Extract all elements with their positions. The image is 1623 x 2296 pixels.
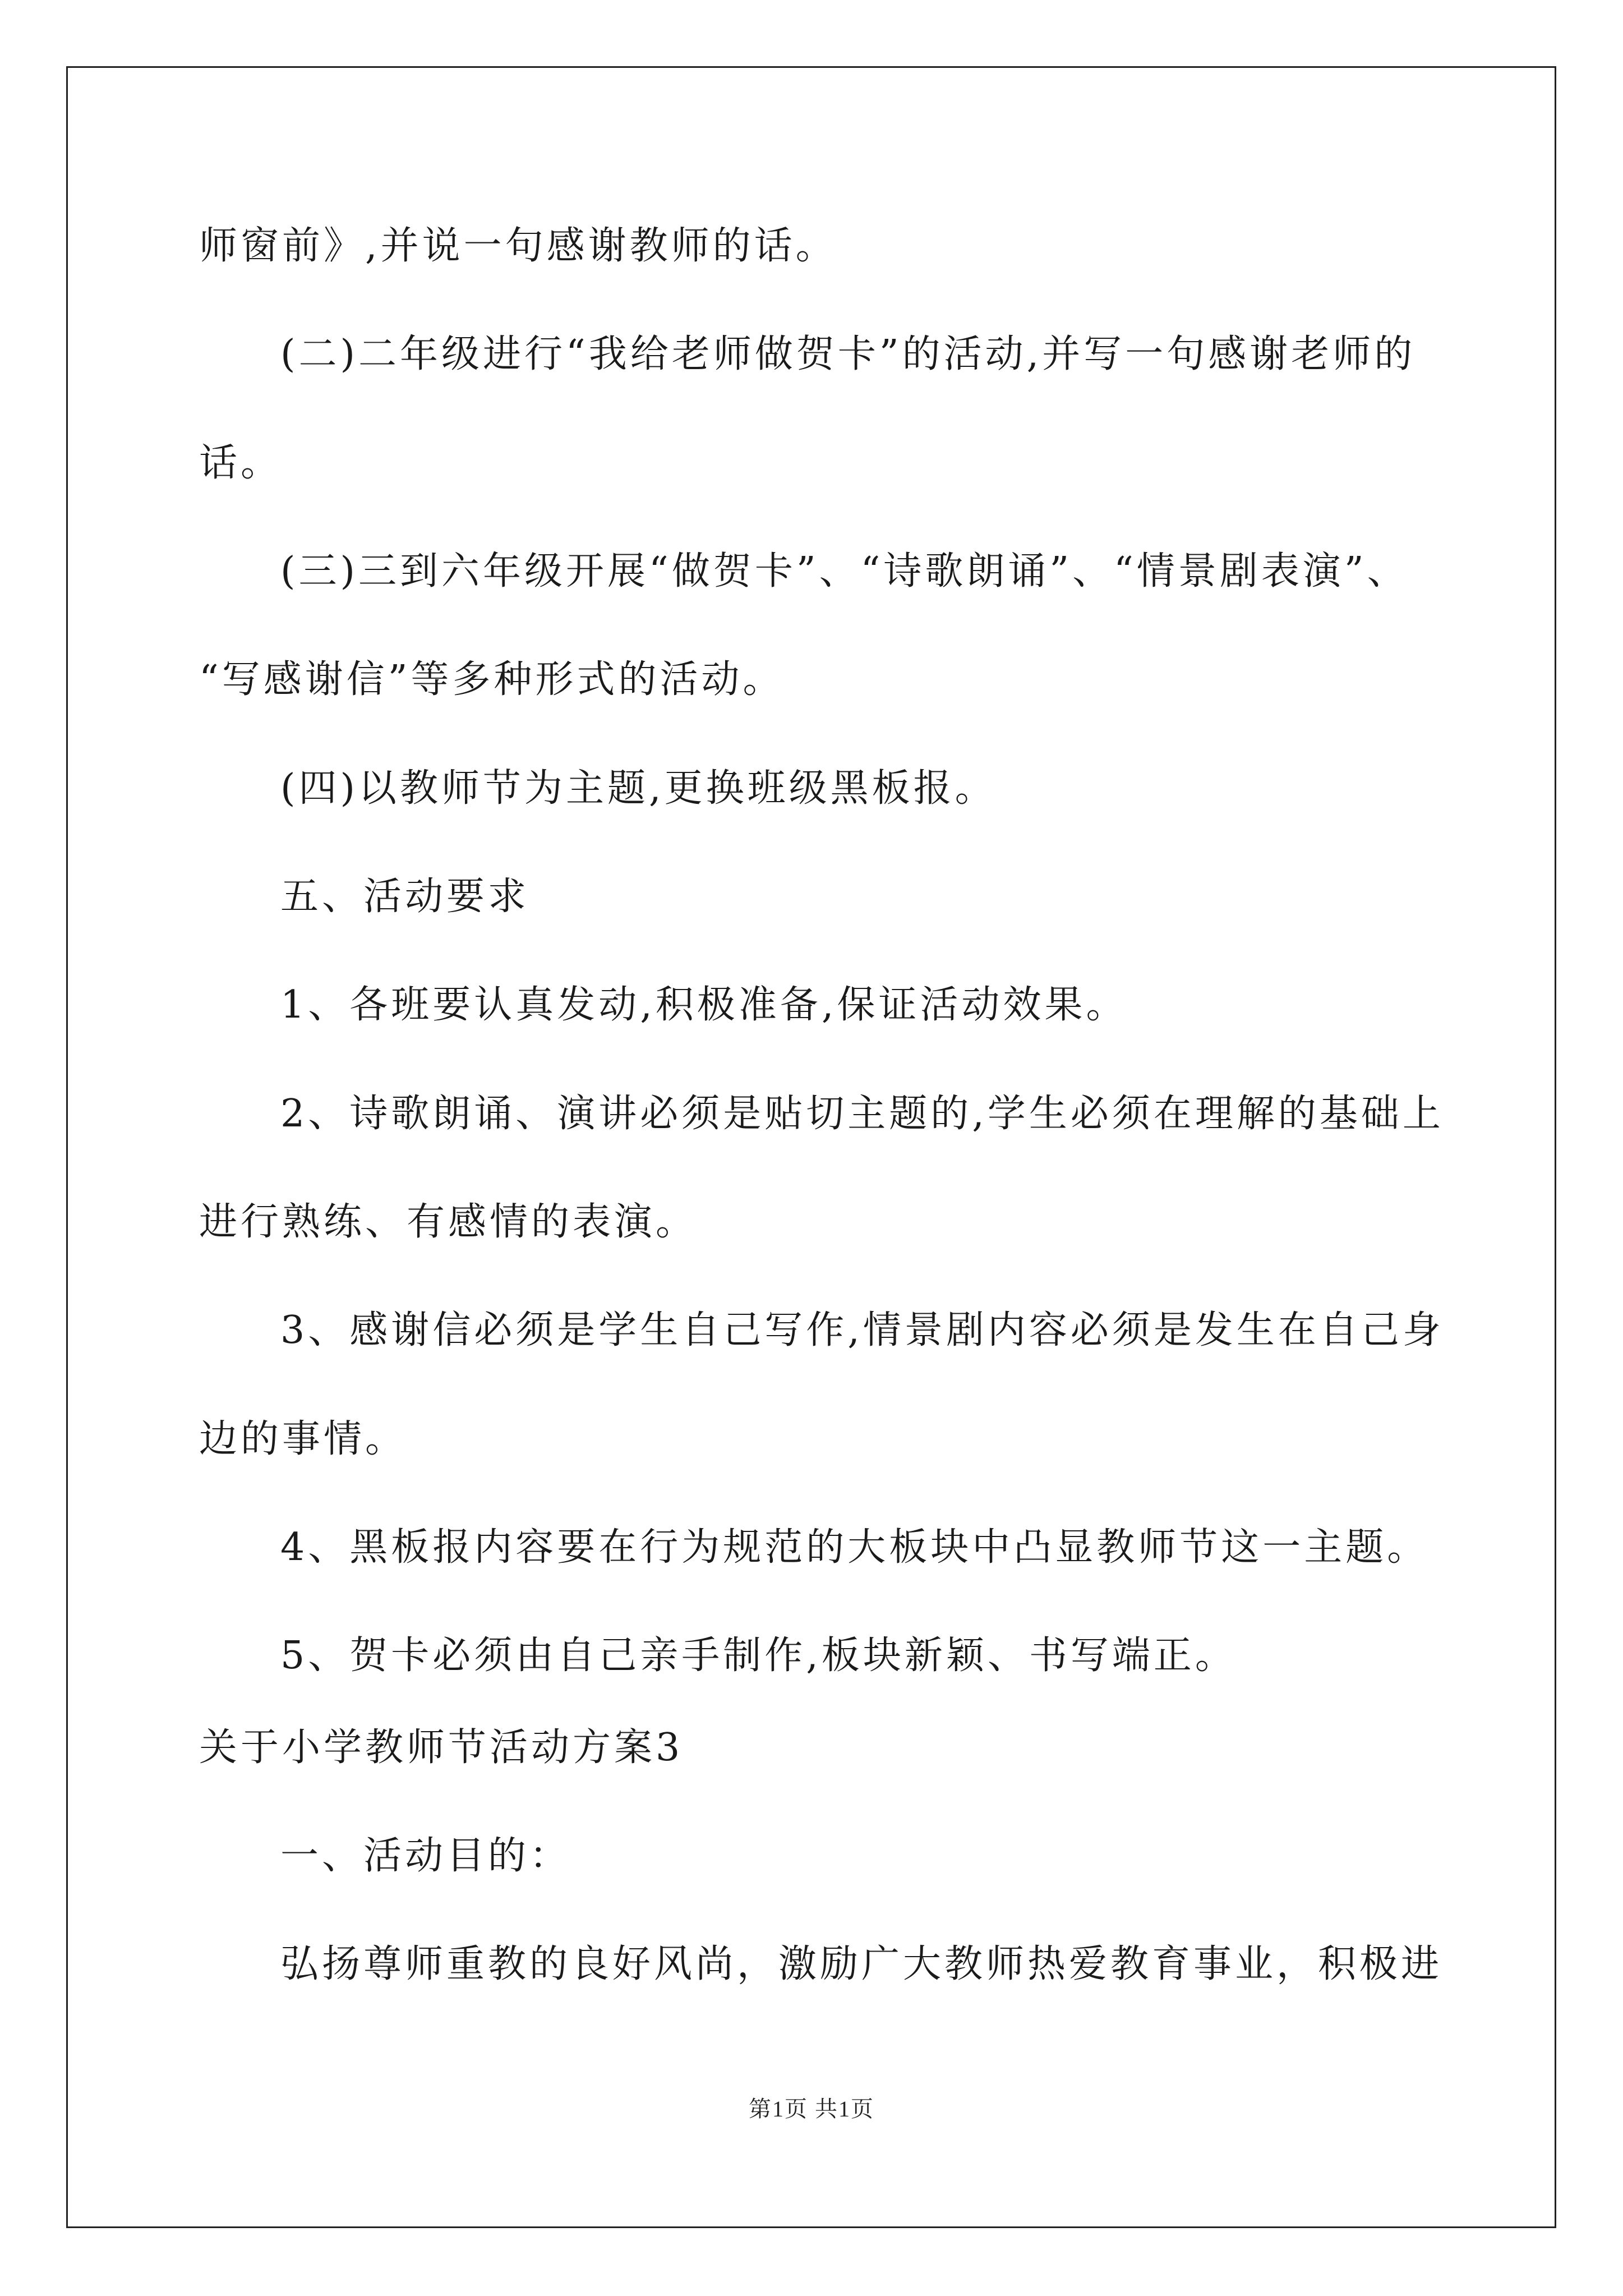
paragraph-line: 话。 — [199, 441, 283, 485]
page-footer: 第1页 共1页 — [749, 2096, 874, 2122]
paragraph-line: (二)二年级进行“我给老师做贺卡”的活动,并写一句感谢老师的 — [280, 332, 1416, 376]
paragraph-line: (四)以教师节为主题,更换班级黑板报。 — [280, 766, 997, 811]
paragraph-line: 2、诗歌朗诵、演讲必须是贴切主题的,学生必须在理解的基础上 — [280, 1092, 1444, 1136]
paragraph-line: 弘扬尊师重教的良好风尚，激励广大教师热爱教育事业，积极进 — [280, 1942, 1443, 1986]
paragraph-line: 1、各班要认真发动,积极准备,保证活动效果。 — [280, 983, 1128, 1027]
paragraph-line: “写感谢信”等多种形式的活动。 — [199, 657, 785, 702]
document-title: 关于小学教师节活动方案3 — [199, 1726, 684, 1770]
paragraph-line: 进行熟练、有感情的表演。 — [199, 1200, 698, 1244]
page-border — [66, 66, 1556, 2228]
section-heading: 一、活动目的： — [280, 1834, 571, 1878]
paragraph-line: (三)三到六年级开展“做贺卡”、“诗歌朗诵”、“情景剧表演”、 — [280, 549, 1409, 593]
paragraph-line: 边的事情。 — [199, 1417, 407, 1461]
paragraph-line: 5、贺卡必须由自己亲手制作,板块新颖、书写端正。 — [280, 1634, 1237, 1678]
paragraph-line: 师窗前》,并说一句感谢教师的话。 — [199, 224, 837, 268]
paragraph-line: 3、感谢信必须是学生自己写作,情景剧内容必须是发生在自己身 — [280, 1308, 1444, 1352]
paragraph-line: 4、黑板报内容要在行为规范的大板块中凸显教师节这一主题。 — [280, 1525, 1429, 1570]
section-heading: 五、活动要求 — [280, 875, 530, 919]
